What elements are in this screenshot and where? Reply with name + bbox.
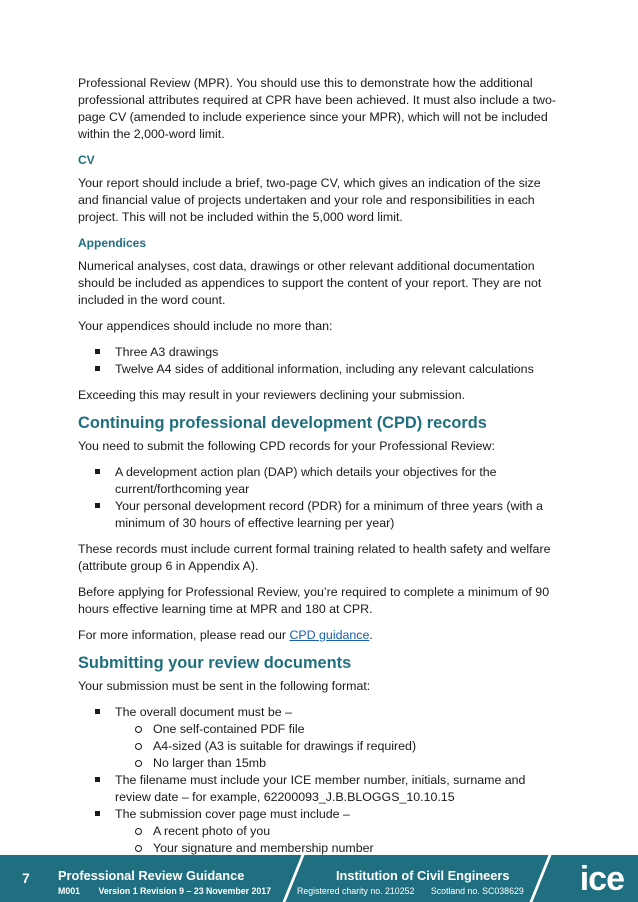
- divider-slash: [530, 855, 552, 902]
- footer-title: Professional Review Guidance: [58, 868, 245, 883]
- list-item-text: The overall document must be –: [115, 705, 293, 719]
- appendices-note: Exceeding this may result in your reviewers declining your submission.: [78, 388, 466, 402]
- more-info-suffix: .: [369, 628, 373, 642]
- appendices-intro: Your appendices should include no more than:: [78, 319, 333, 333]
- document-version: Version 1 Revision 9 – 23 November 2017: [98, 886, 272, 896]
- sublist-item: A recent photo of you: [153, 823, 560, 840]
- cpd-guidance-link[interactable]: CPD guidance: [289, 628, 370, 642]
- document-code: M001: [58, 886, 81, 896]
- cpd-paragraph-2: Before applying for Professional Review, you’re required to complete a minimum of 90 hours effective learning time at MPR and 180 at CPR.: [78, 585, 550, 616]
- list-item: Three A3 drawings: [115, 344, 560, 361]
- list-item-text: The submission cover page must include –: [115, 807, 350, 821]
- list-item: Your personal development record (PDR) for a minimum of three years (with a minimum of 30 hours of effective learning per year): [115, 498, 560, 532]
- ice-logo: ice: [579, 860, 624, 898]
- cpd-intro: You need to submit the following CPD records for your Professional Review:: [78, 439, 495, 453]
- sublist-item: One self-contained PDF file: [153, 721, 560, 738]
- cv-paragraph: Your report should include a brief, two-page CV, which gives an indication of the size and financial value of projects undertaken and your role and responsibilities in each project. This will not be included within the 5,000 word limit.: [78, 176, 541, 224]
- institution-name: Institution of Civil Engineers: [336, 868, 510, 883]
- sublist: [115, 823, 560, 857]
- list-item: Twelve A4 sides of additional information, including any relevant calculations: [115, 361, 560, 378]
- registration-line: [297, 886, 538, 896]
- more-info-prefix: For more information, please read our: [78, 628, 290, 642]
- scotland-number: Scotland no. SC038629: [430, 886, 524, 896]
- charity-number: Registered charity no. 210252: [297, 886, 415, 896]
- submit-heading: Submitting your review documents: [78, 654, 352, 672]
- cpd-list: [78, 464, 560, 532]
- sublist-item: Your signature and membership number: [153, 840, 560, 857]
- appendices-list: [78, 344, 560, 378]
- page-content: [78, 75, 560, 866]
- page-number: 7: [22, 870, 30, 886]
- appendices-paragraph: Numerical analyses, cost data, drawings or other relevant additional documentation should be included as appendices to support the content of your report. They are not included in the word count.: [78, 259, 542, 307]
- cpd-more-info: [78, 627, 560, 644]
- cpd-heading: Continuing professional development (CPD) records: [78, 414, 487, 432]
- intro-paragraph: Professional Review (MPR). You should use this to demonstrate how the additional professional attributes required at CPR have been achieved. It must also include a two-page CV (amended to include experience since your MPR), which will not be included within the 2,000-word limit.: [78, 76, 556, 141]
- cpd-paragraph-1: These records must include current formal training related to health safety and welfare (attribute group 6 in Appendix A).: [78, 542, 551, 573]
- submit-intro: Your submission must be sent in the following format:: [78, 679, 371, 693]
- cv-heading: CV: [78, 153, 95, 167]
- sublist: [115, 721, 560, 772]
- list-item: [115, 806, 560, 857]
- submit-list: [78, 704, 560, 857]
- sublist-item: A4-sized (A3 is suitable for drawings if required): [153, 738, 560, 755]
- list-item: A development action plan (DAP) which details your objectives for the current/forthcoming year: [115, 464, 560, 498]
- sublist-item: No larger than 15mb: [153, 755, 560, 772]
- list-item: The filename must include your ICE member number, initials, surname and review date – for example, 62200093_J.B.BLOGGS_10.10.15: [115, 772, 560, 806]
- list-item: [115, 704, 560, 772]
- page-footer: [0, 855, 638, 902]
- appendices-heading: Appendices: [78, 236, 147, 250]
- footer-version-line: [58, 886, 287, 896]
